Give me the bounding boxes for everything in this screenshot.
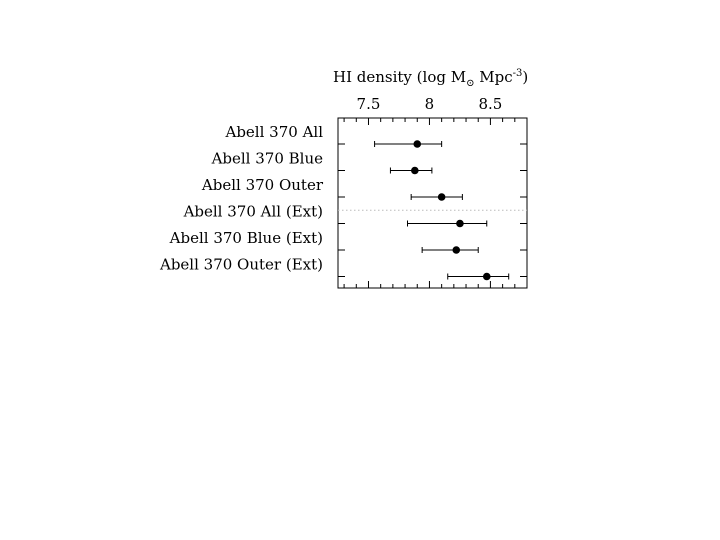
data-row — [159, 256, 527, 281]
row-label: Abell 370 Outer — [201, 176, 323, 194]
data-rows — [159, 123, 527, 280]
data-row — [169, 229, 527, 254]
title-main: HI density (log M — [333, 68, 467, 86]
row-label: Abell 370 All (Ext) — [183, 202, 323, 221]
title-sup: -3 — [512, 68, 523, 79]
x-tick-label: 7.5 — [356, 95, 381, 113]
x-tick-label: 8 — [424, 95, 435, 113]
x-axis — [344, 95, 515, 288]
row-label: Abell 370 Blue (Ext) — [169, 229, 323, 247]
x-tick-label: 8.5 — [478, 95, 503, 113]
chart-title — [333, 68, 528, 89]
data-row — [183, 203, 527, 228]
row-label: Abell 370 Blue — [211, 149, 323, 168]
row-label: Abell 370 Outer (Ext) — [159, 255, 323, 274]
data-point — [438, 193, 446, 201]
row-label: Abell 370 All — [225, 123, 323, 141]
title-sub: ⊙ — [466, 78, 475, 89]
data-point — [411, 167, 419, 175]
data-point — [483, 273, 491, 281]
data-point — [456, 220, 464, 228]
data-row — [201, 176, 527, 201]
data-row — [225, 123, 528, 148]
data-point — [413, 140, 421, 148]
title-rest: Mpc — [474, 68, 513, 86]
data-point — [452, 246, 460, 254]
data-row — [211, 150, 527, 175]
title-close: ) — [522, 68, 529, 86]
